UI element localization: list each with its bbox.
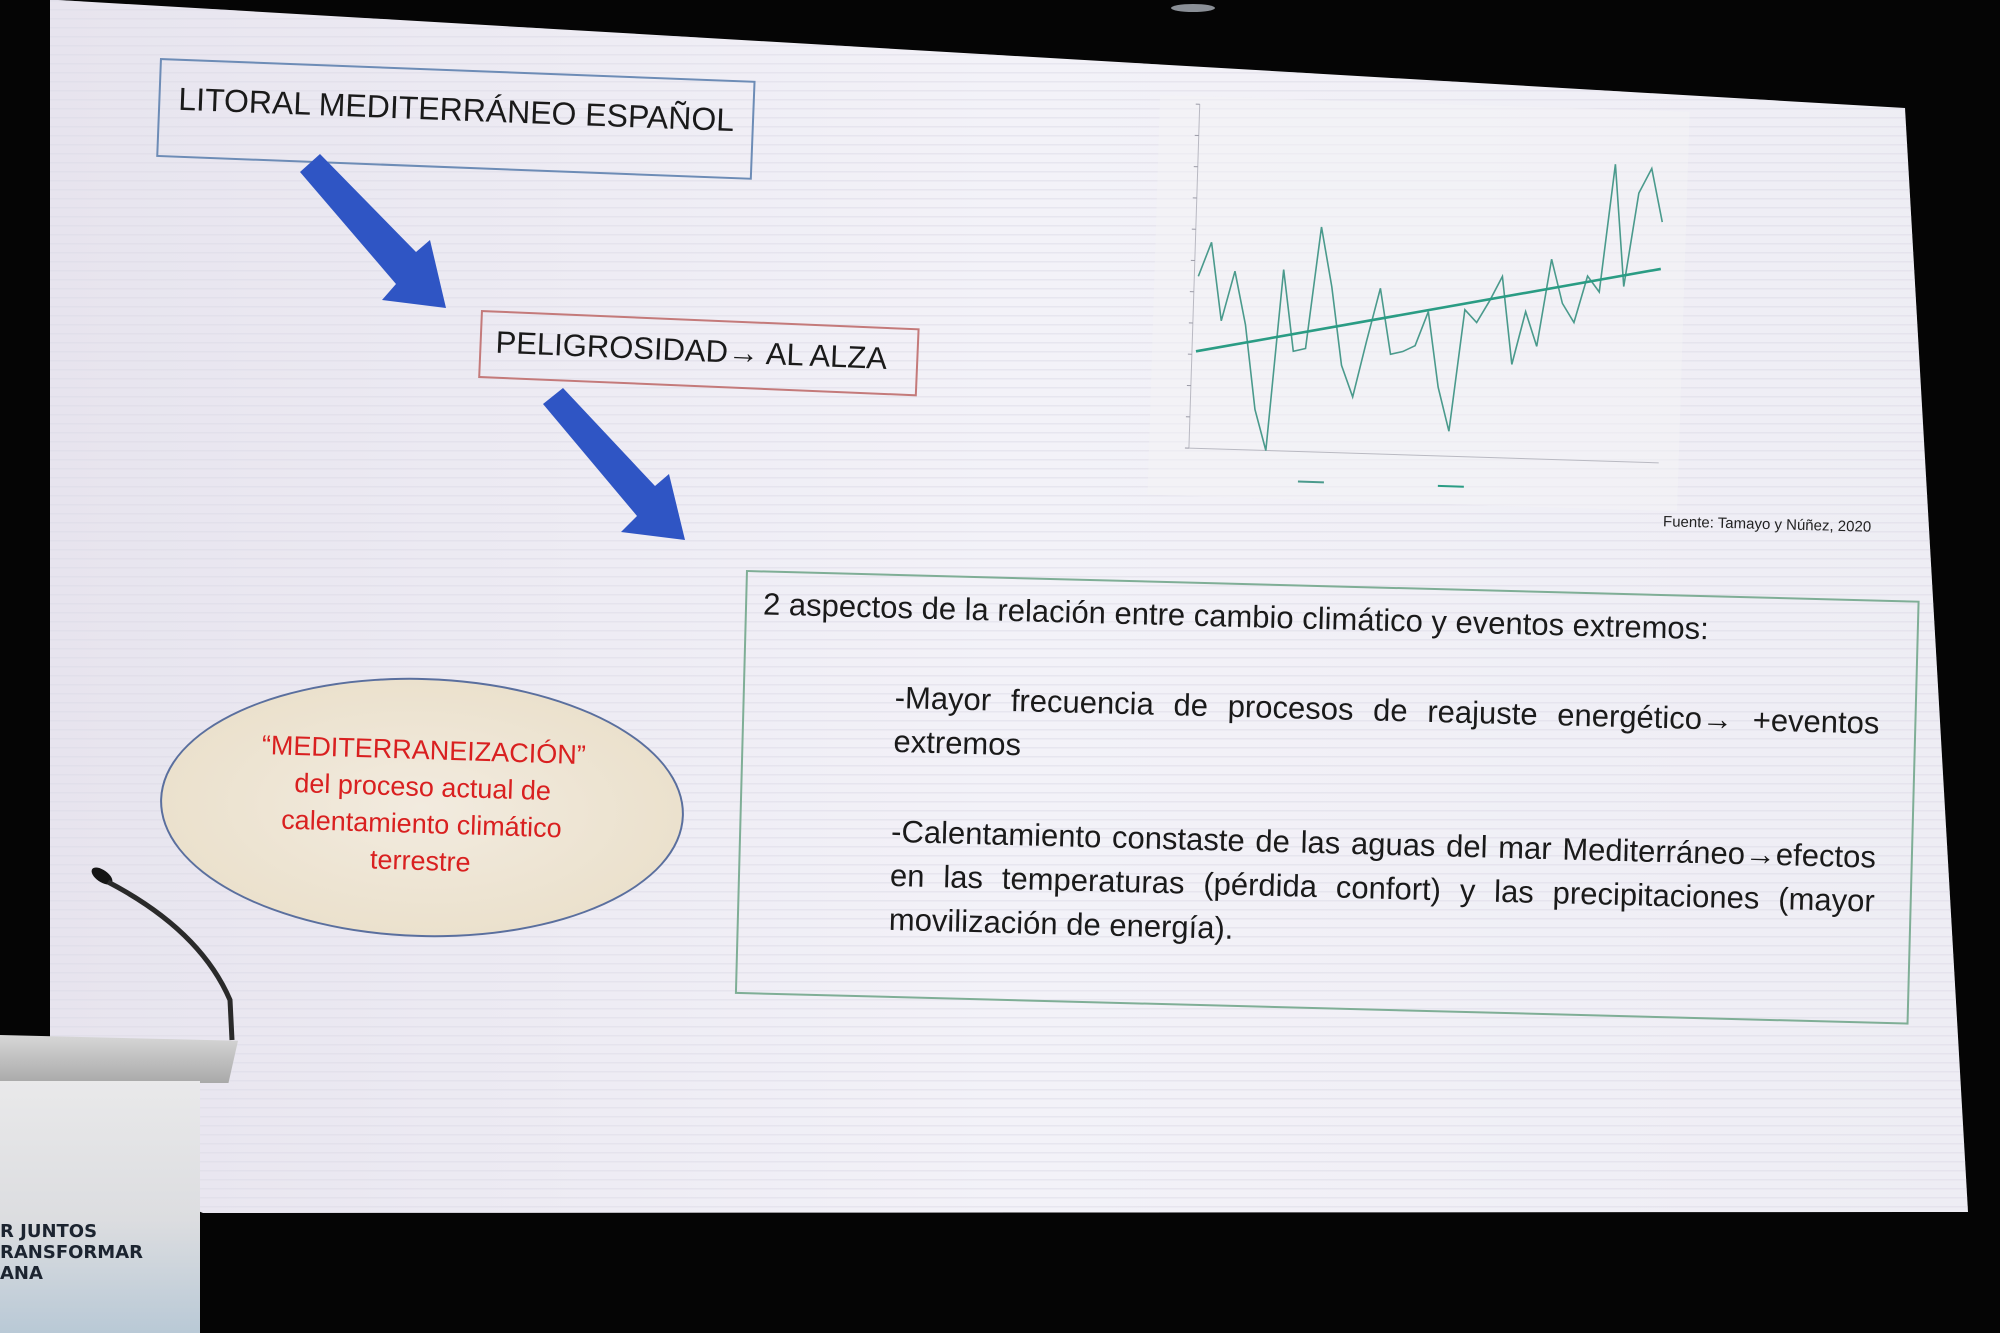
aspects-box <box>735 570 1920 1025</box>
podium <box>0 1035 235 1333</box>
aspect-point-2: -Calentamiento constaste de las aguas del mar Mediterráneo→efectos en las temperaturas (pérdida confort) y las precipitaciones (mayor movilización de energía). <box>888 813 1877 946</box>
podium-top <box>0 1035 238 1083</box>
podium-slogan: R JUNTOS RANSFORMAR ANA <box>0 1221 143 1284</box>
legend-swatch-2 <box>1438 486 1464 487</box>
ellipse-line-3: calentamiento climático <box>280 804 563 844</box>
aspect-point-1: -Mayor frecuencia de procesos de reajuste energético→ +eventos extremos <box>893 679 1880 763</box>
microphone-stem <box>108 882 232 1040</box>
podium-front <box>0 1081 200 1333</box>
source-citation: Fuente: Tamayo y Núñez, 2020 <box>1662 513 1872 536</box>
ellipse-line-1: “MEDITERRANEIZACIÓN” <box>261 729 587 771</box>
ellipse-line-2: del proceso actual de <box>293 767 552 807</box>
microphone <box>80 860 260 1060</box>
ceiling-light <box>1171 4 1215 12</box>
ellipse-line-4: terrestre <box>369 844 472 878</box>
legend-swatch-1 <box>1298 482 1324 483</box>
hazard-box-text: PELIGROSIDAD→ AL ALZA <box>494 324 888 377</box>
aspects-heading: 2 aspectos de la relación entre cambio climático y eventos extremos: <box>762 586 1710 647</box>
arrow-down-right-icon <box>535 382 700 547</box>
arrow-down-right-icon <box>290 148 460 318</box>
chart <box>1147 95 1719 517</box>
title-box-text: LITORAL MEDITERRÁNEO ESPAÑOL <box>177 80 735 139</box>
chart-svg <box>1147 95 1689 511</box>
